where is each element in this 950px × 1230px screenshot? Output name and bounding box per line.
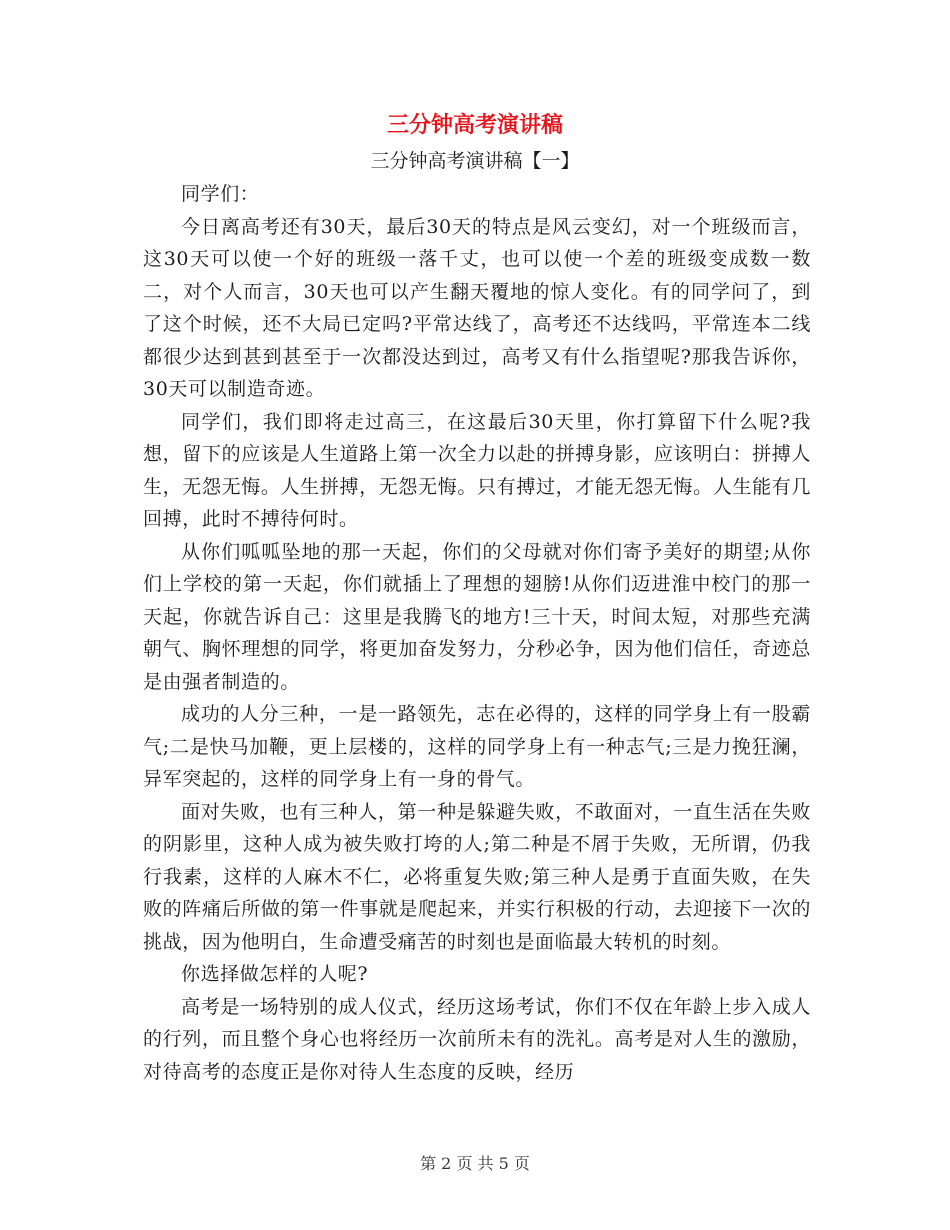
paragraph: 从你们呱呱坠地的那一天起，你们的父母就对你们寄予美好的期望;从你们上学校的第一天起，你们就插上了理想的翅膀!从你们迈进淮中校门的那一天起，你就告诉自己：这里是我腾飞的地方!三十天，时间太短，对那些充满朝气、胸怀理想的同学，将更加奋发努力，分秒必争，因为他们信任，奇迹总是由强者制造的。 bbox=[143, 540, 811, 693]
page-number-footer: 第 2 页 共 5 页 bbox=[420, 1154, 530, 1173]
document-title: 三分钟高考演讲稿 bbox=[386, 112, 563, 138]
paragraph: 高考是一场特别的成人仪式，经历这场考试，你们不仅在年龄上步入成人的行列，而且整个身心也将经历一次前所未有的洗礼。高考是对人生的激励，对待高考的态度正是你对待人生态度的反映，经历 bbox=[143, 995, 811, 1083]
document-subtitle: 三分钟高考演讲稿【一】 bbox=[370, 150, 580, 172]
paragraph: 同学们，我们即将走过高三，在这最后30天里，你打算留下什么呢?我想，留下的应该是人生道路上第一次全力以赴的拼搏身影，应该明白：拼搏人生，无怨无悔。人生拼搏，无怨无悔。只有搏过，才能无怨无悔。人生能有几回搏，此时不搏待何时。 bbox=[143, 410, 811, 530]
document-body bbox=[143, 178, 811, 1088]
paragraph: 今日离高考还有30天，最后30天的特点是风云变幻，对一个班级而言，这30天可以使一个好的班级一落千丈，也可以使一个差的班级变成数一数二，对个人而言，30天也可以产生翻天覆地的惊人变化。有的同学问了，到了这个时候，还不大局已定吗?平常达线了，高考还不达线吗，平常连本二线都很少达到甚到甚至于一次都没达到过，高考又有什么指望呢?那我告诉你，30天可以制造奇迹。 bbox=[143, 215, 811, 400]
paragraph: 成功的人分三种，一是一路领先，志在必得的，这样的同学身上有一股霸气;二是快马加鞭，更上层楼的，这样的同学身上有一种志气;三是力挽狂澜，异军突起的，这样的同学身上有一身的骨气。 bbox=[143, 703, 811, 790]
paragraph-question: 你选择做怎样的人呢? bbox=[181, 963, 369, 985]
paragraph-greeting: 同学们： bbox=[181, 183, 260, 205]
paragraph: 面对失败，也有三种人，第一种是躲避失败，不敢面对，一直生活在失败的阴影里，这种人成为被失败打垮的人;第二种是不屑于失败，无所谓，仍我行我素，这样的人麻木不仁，必将重复失败;第三种人是勇于直面失败，在失败的阵痛后所做的第一件事就是爬起来，并实行积极的行动，去迎接下一次的挑战，因为他明白，生命遭受痛苦的时刻也是面临最大转机的时刻。 bbox=[143, 800, 811, 953]
